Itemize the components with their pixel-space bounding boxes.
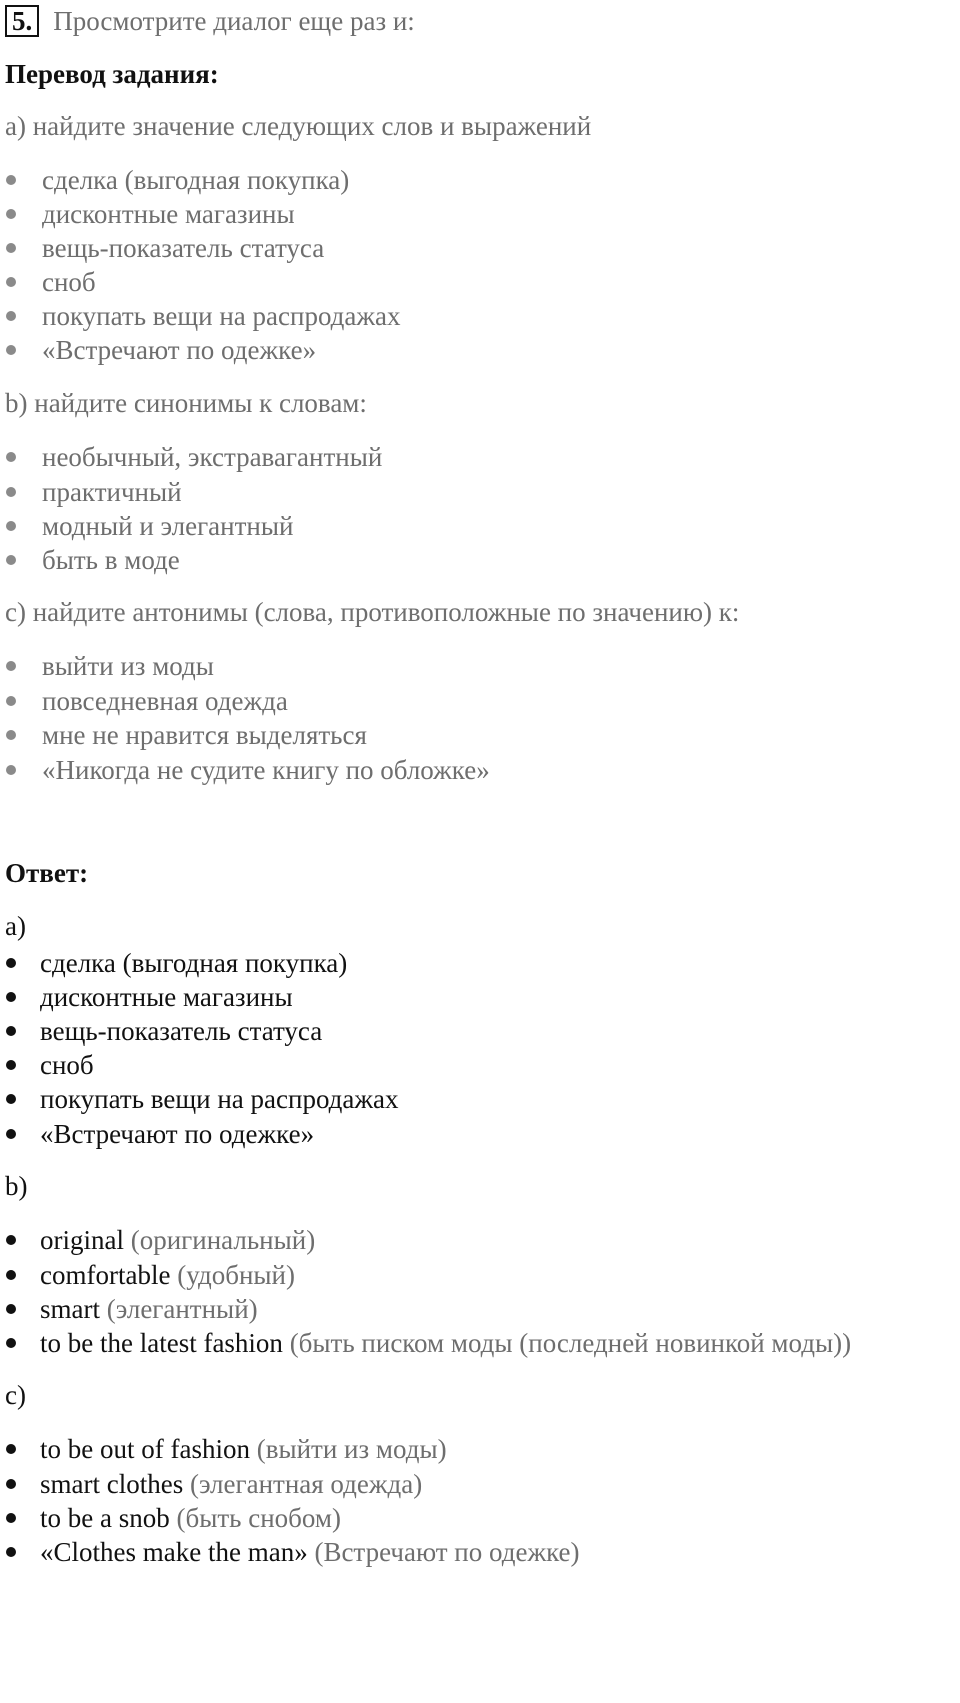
translation-part-c-intro: с) найдите антонимы (слова, противоположные по значению) к:: [5, 597, 740, 627]
bullet-icon: [6, 1547, 16, 1557]
bullet-icon: [6, 277, 16, 287]
bullet-icon: [6, 992, 16, 1002]
bullet-icon: [6, 209, 16, 219]
bullet-icon: [6, 452, 16, 462]
bullet-icon: [6, 1060, 16, 1070]
answer-part-b-label: b): [5, 1171, 28, 1201]
bullet-icon: [6, 243, 16, 253]
bullet-icon: [6, 345, 16, 355]
bullet-icon: [6, 1444, 16, 1454]
task-instruction: Просмотрите диалог еще раз и:: [53, 6, 415, 36]
bullet-icon: [6, 661, 16, 671]
bullet-icon: [6, 1270, 16, 1280]
task-number-badge: 5.: [5, 5, 39, 37]
answer-part-a-label: a): [5, 911, 26, 941]
bullet-icon: [6, 958, 16, 968]
bullet-icon: [6, 1338, 16, 1348]
bullet-icon: [6, 487, 16, 497]
bullet-icon: [6, 1026, 16, 1036]
bullet-icon: [6, 1129, 16, 1139]
answer-heading: Ответ:: [5, 858, 89, 888]
bullet-icon: [6, 1513, 16, 1523]
bullet-icon: [6, 175, 16, 185]
bullet-icon: [6, 1479, 16, 1489]
task-header: [5, 5, 415, 37]
bullet-icon: [6, 1094, 16, 1104]
bullet-icon: [6, 1304, 16, 1314]
bullet-icon: [6, 555, 16, 565]
bullet-icon: [6, 696, 16, 706]
bullet-icon: [6, 1235, 16, 1245]
bullet-icon: [6, 311, 16, 321]
translation-heading: Перевод задания:: [5, 59, 219, 89]
bullet-icon: [6, 521, 16, 531]
translation-part-a-intro: а) найдите значение следующих слов и выражений: [5, 111, 592, 141]
bullet-icon: [6, 765, 16, 775]
bullet-icon: [6, 730, 16, 740]
translation-part-b-intro: b) найдите синонимы к словам:: [5, 388, 367, 418]
answer-part-c-label: c): [5, 1380, 26, 1410]
page: 5. Просмотрите диалог еще раз и: Перевод задания: а) найдите значение следующих слов и выражений сделка (выгодная покупка) дисконтные магазины вещь-показатель статуса сноб покупать вещи на распродажах «Встречают по одежке» b) найдите синонимы к словам: необычный, экстравагантный практичный модный и элегантный быть в моде с) найдите антонимы (слова, противоположные по значению) к: выйти из моды повседневная одежда мне не нравится выделяться «Никогда не судите книгу по обложке» Ответ: a) сделка (выгодная покупка) дисконтные магазины вещь-показатель статуса сноб покупать вещи на распродажах «Встречают по одежке» b) original (оригинальный) comfortable (удобный) smart (элегантный) to be the latest fashion (быть писком моды (последней новинкой моды)) c) to be out of fashion (выйти из моды) smart clothes (элегантная одежда) to be a snob (быть снобом) «Clothes make the man» (Встречают по одежке): [5, 6, 852, 1567]
